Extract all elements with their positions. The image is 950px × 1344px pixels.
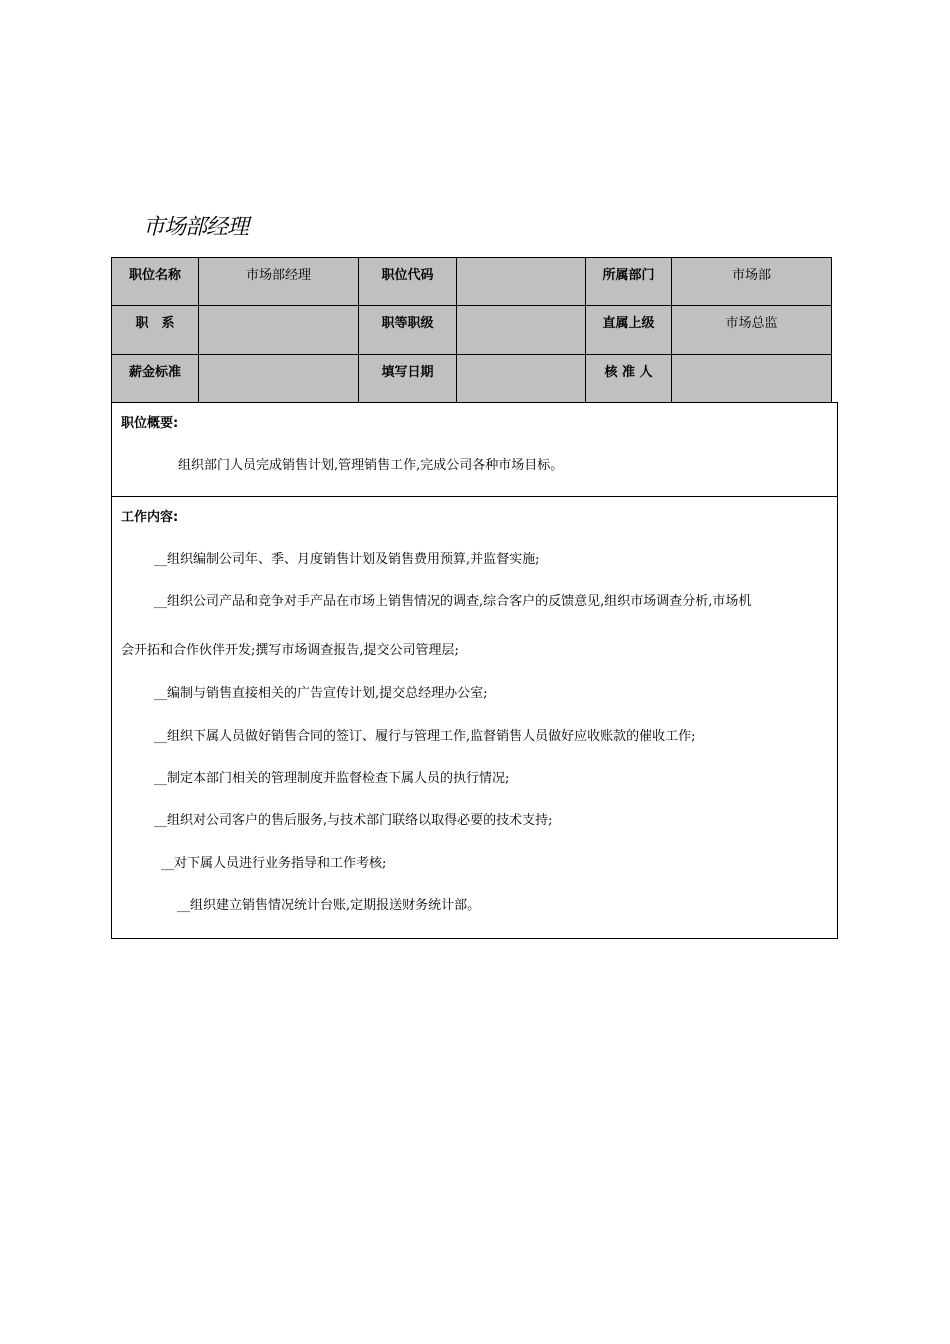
list-item: __编制与销售直接相关的广告宣传计划,提交总经理办公室; xyxy=(154,686,488,701)
label-job-grade: 职等职级 xyxy=(359,306,457,354)
list-item: __组织公司产品和竞争对手产品在市场上销售情况的调查,综合客户的反馈意见,组织市场调查分析,市场机 xyxy=(154,594,752,609)
list-item: __组织编制公司年、季、月度销售计划及销售费用预算,并监督实施; xyxy=(154,552,540,567)
position-summary-section xyxy=(111,402,838,497)
table-row xyxy=(112,354,832,402)
position-info-table xyxy=(111,257,832,403)
label-approver: 核 准 人 xyxy=(586,354,672,402)
list-item: __组织建立销售情况统计台账,定期报送财务统计部。 xyxy=(177,898,481,913)
summary-label: 职位概要: xyxy=(121,416,179,431)
table-row xyxy=(112,306,832,354)
value-position-code xyxy=(457,258,586,306)
value-job-family xyxy=(199,306,359,354)
label-position-name: 职位名称 xyxy=(112,258,199,306)
list-item: 会开拓和合作伙伴开发;撰写市场调查报告,提交公司管理层; xyxy=(121,643,459,658)
label-salary-standard: 薪金标准 xyxy=(112,354,199,402)
list-item: __组织对公司客户的售后服务,与技术部门联络以取得必要的技术支持; xyxy=(154,813,553,828)
label-direct-supervisor: 直属上级 xyxy=(586,306,672,354)
table-row xyxy=(112,258,832,306)
value-job-grade xyxy=(457,306,586,354)
value-direct-supervisor: 市场总监 xyxy=(672,306,832,354)
label-job-family: 职 系 xyxy=(112,306,199,354)
list-item: __对下属人员进行业务指导和工作考核; xyxy=(161,856,387,871)
value-salary-standard xyxy=(199,354,359,402)
value-department: 市场部 xyxy=(672,258,832,306)
value-approver xyxy=(672,354,832,402)
value-position-name: 市场部经理 xyxy=(199,258,359,306)
page-title: 市场部经理 xyxy=(143,215,249,240)
list-item: __组织下属人员做好销售合同的签订、履行与管理工作,监督销售人员做好应收账款的催收工作; xyxy=(154,729,696,744)
job-content-section xyxy=(111,496,838,939)
summary-text: 组织部门人员完成销售计划,管理销售工作,完成公司各种市场目标。 xyxy=(178,458,564,473)
value-fill-date xyxy=(457,354,586,402)
content-label: 工作内容: xyxy=(121,510,179,525)
label-fill-date: 填写日期 xyxy=(359,354,457,402)
list-item: __制定本部门相关的管理制度并监督检查下属人员的执行情况; xyxy=(154,771,510,786)
label-position-code: 职位代码 xyxy=(359,258,457,306)
label-department: 所属部门 xyxy=(586,258,672,306)
